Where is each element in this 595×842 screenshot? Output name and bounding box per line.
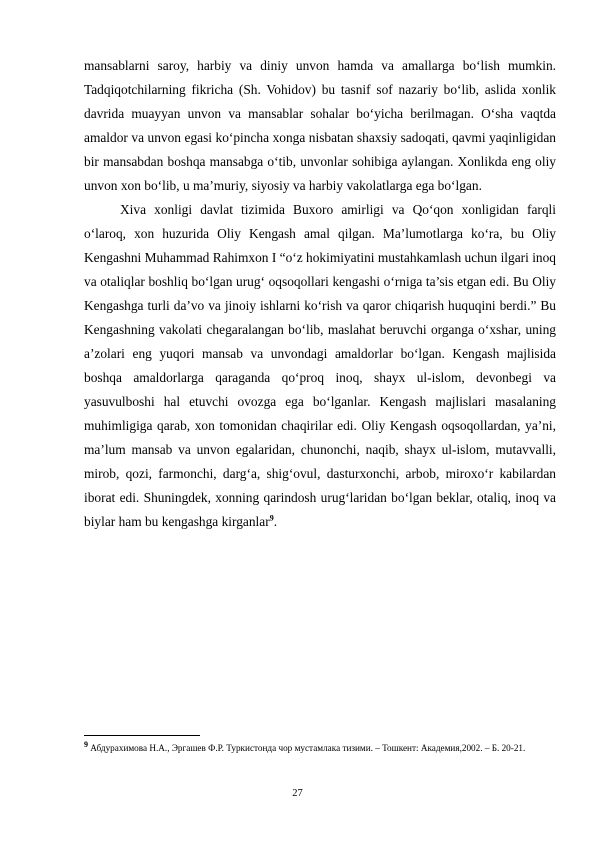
page-number: 27 [292, 788, 303, 799]
footnote-reference[interactable]: 9 [269, 513, 274, 523]
main-text [84, 54, 556, 534]
paragraph-text: Xiva xonligi davlat tizimida Buxoro amirligi va Qo‘qon xonligidan farqli o‘laroq, xon huzurida Oliy Kengash amal qilgan. Ma’lumotlarga ko‘ra, bu Oliy Kengashni Muhammad Rahimxon I “o‘z hokimiyatini mustahkamlash uchun ilgari inoq va otaliqlar boshliq bo‘lgan urug‘ oqsoqollari kengashi o‘rniga ta’sis etgan edi. Bu Oliy Kengashga turli da’vo va jinoiy ishlarni ko‘rish va qaror chiqarish huquqini berdi.” Bu Kengashning vakolati chegaralangan bo‘lib, maslahat beruvchi organga o‘xshar, uning a’zolari eng yuqori mansab va unvondagi amaldorlar bo‘lgan. Kengash majlisida boshqa amaldorlarga qaraganda qo‘proq inoq, shayx ul-islom, devonbegi va yasuvulboshi hal etuvchi ovozga ega bo‘lganlar. Kengash majlislari masalaning muhimligiga qarab, xon tomonidan chaqirilar edi. Oliy Kengash oqsoqollardan, ya’ni, ma’lum mansab va unvon egalaridan, chunonchi, naqib, shayx ul-islom, mutavvalli, mirob, qozi, farmonchi, darg‘a, shig‘ovul, dasturxonchi, arbob, miroxo‘r kabilardan iborat edi. Shuningdek, xonning qarindosh urug‘laridan bo‘lgan beklar, otaliq, inoq va biylar ham bu kengashga kirganlar [84, 202, 556, 529]
paragraph [84, 54, 556, 198]
paragraph-end: . [273, 514, 278, 529]
footnote-text: Абдурахимова Н.А., Эргашев Ф.Р. Туркистонда чор мустамлака тизими. – Тошкент: Академия,2002. – Б. 20-21. [88, 743, 526, 754]
footnote-marker: 9 [84, 740, 88, 749]
footnote-separator [84, 735, 200, 736]
paragraph-text: mansablarni saroy, harbiy va diniy unvon hamda va amallarga bo‘lish mumkin. Tadqiqotchilarning fikricha (Sh. Vohidov) bu tasnif sof nazariy bo‘lib, aslida xonlik davrida muayyan unvon va mansablar sohalar bo‘yicha berilmagan. O‘sha vaqtda amaldor va unvon egasi ko‘pincha xonga nisbatan shaxsiy sadoqati, qavmi yaqinligidan bir mansabdan boshqa mansabga o‘tib, unvonlar sohibiga aylangan. Xonlikda eng oliy unvon xon bo‘lib, u ma’muriy, siyosiy va harbiy vakolatlarga ega bo‘lgan. [84, 58, 556, 193]
paragraph [84, 198, 556, 534]
footnote [84, 738, 556, 755]
